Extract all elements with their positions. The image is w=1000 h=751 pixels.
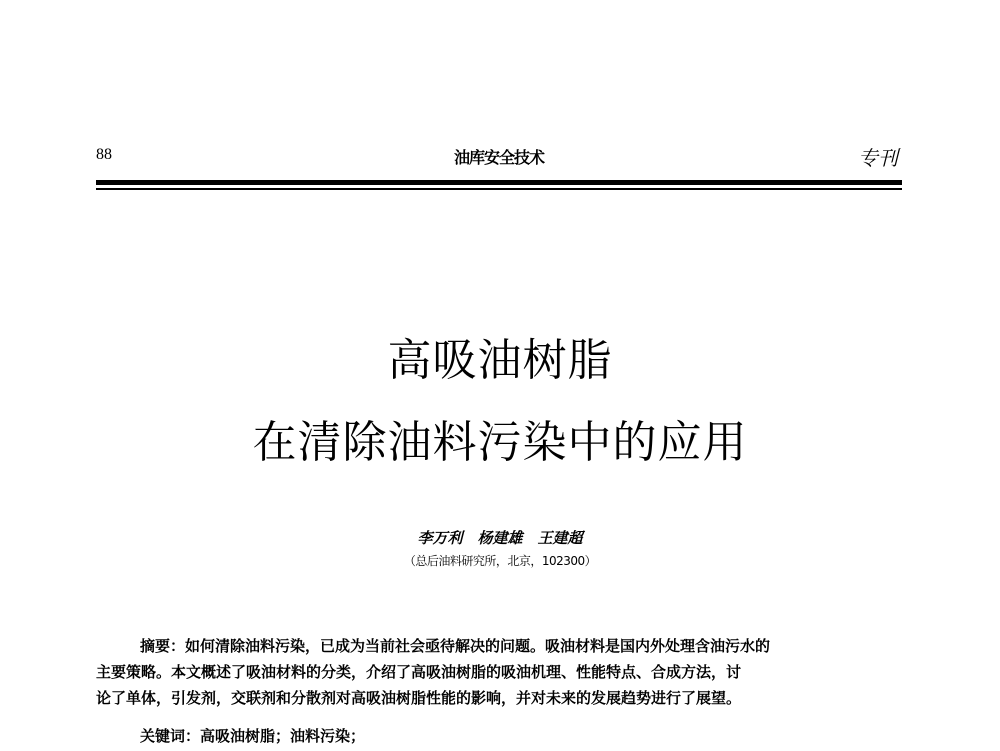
author-list: 李万利 杨建雄 王建超 [417, 529, 583, 547]
abstract-line: 主要策略。本文概述了吸油材料的分类，介绍了高吸油树脂的吸油机理、性能特点、合成方法，讨 [96, 663, 742, 681]
issue-label: 专刊 [858, 146, 898, 170]
abstract [96, 633, 902, 711]
article-title-line-1: 高吸油树脂 [387, 335, 613, 386]
author-affiliation: （总后油料研究所，北京，102300） [403, 554, 597, 568]
header-rule-thick [96, 180, 902, 185]
keywords: 关键词：高吸油树脂；油料污染； [140, 727, 366, 745]
page-number: 88 [96, 146, 112, 163]
journal-name: 油库安全技术 [453, 148, 544, 167]
article-title-line-2: 在清除油料污染中的应用 [252, 417, 748, 468]
abstract-line: 摘要：如何清除油料污染，已成为当前社会亟待解决的问题。吸油材料是国内外处理含油污水的 [140, 637, 771, 655]
header-rule-thin [96, 188, 902, 190]
abstract-line: 论了单体，引发剂，交联剂和分散剂对高吸油树脂性能的影响，并对未来的发展趋势进行了展望。 [96, 689, 742, 707]
running-header [96, 140, 902, 172]
